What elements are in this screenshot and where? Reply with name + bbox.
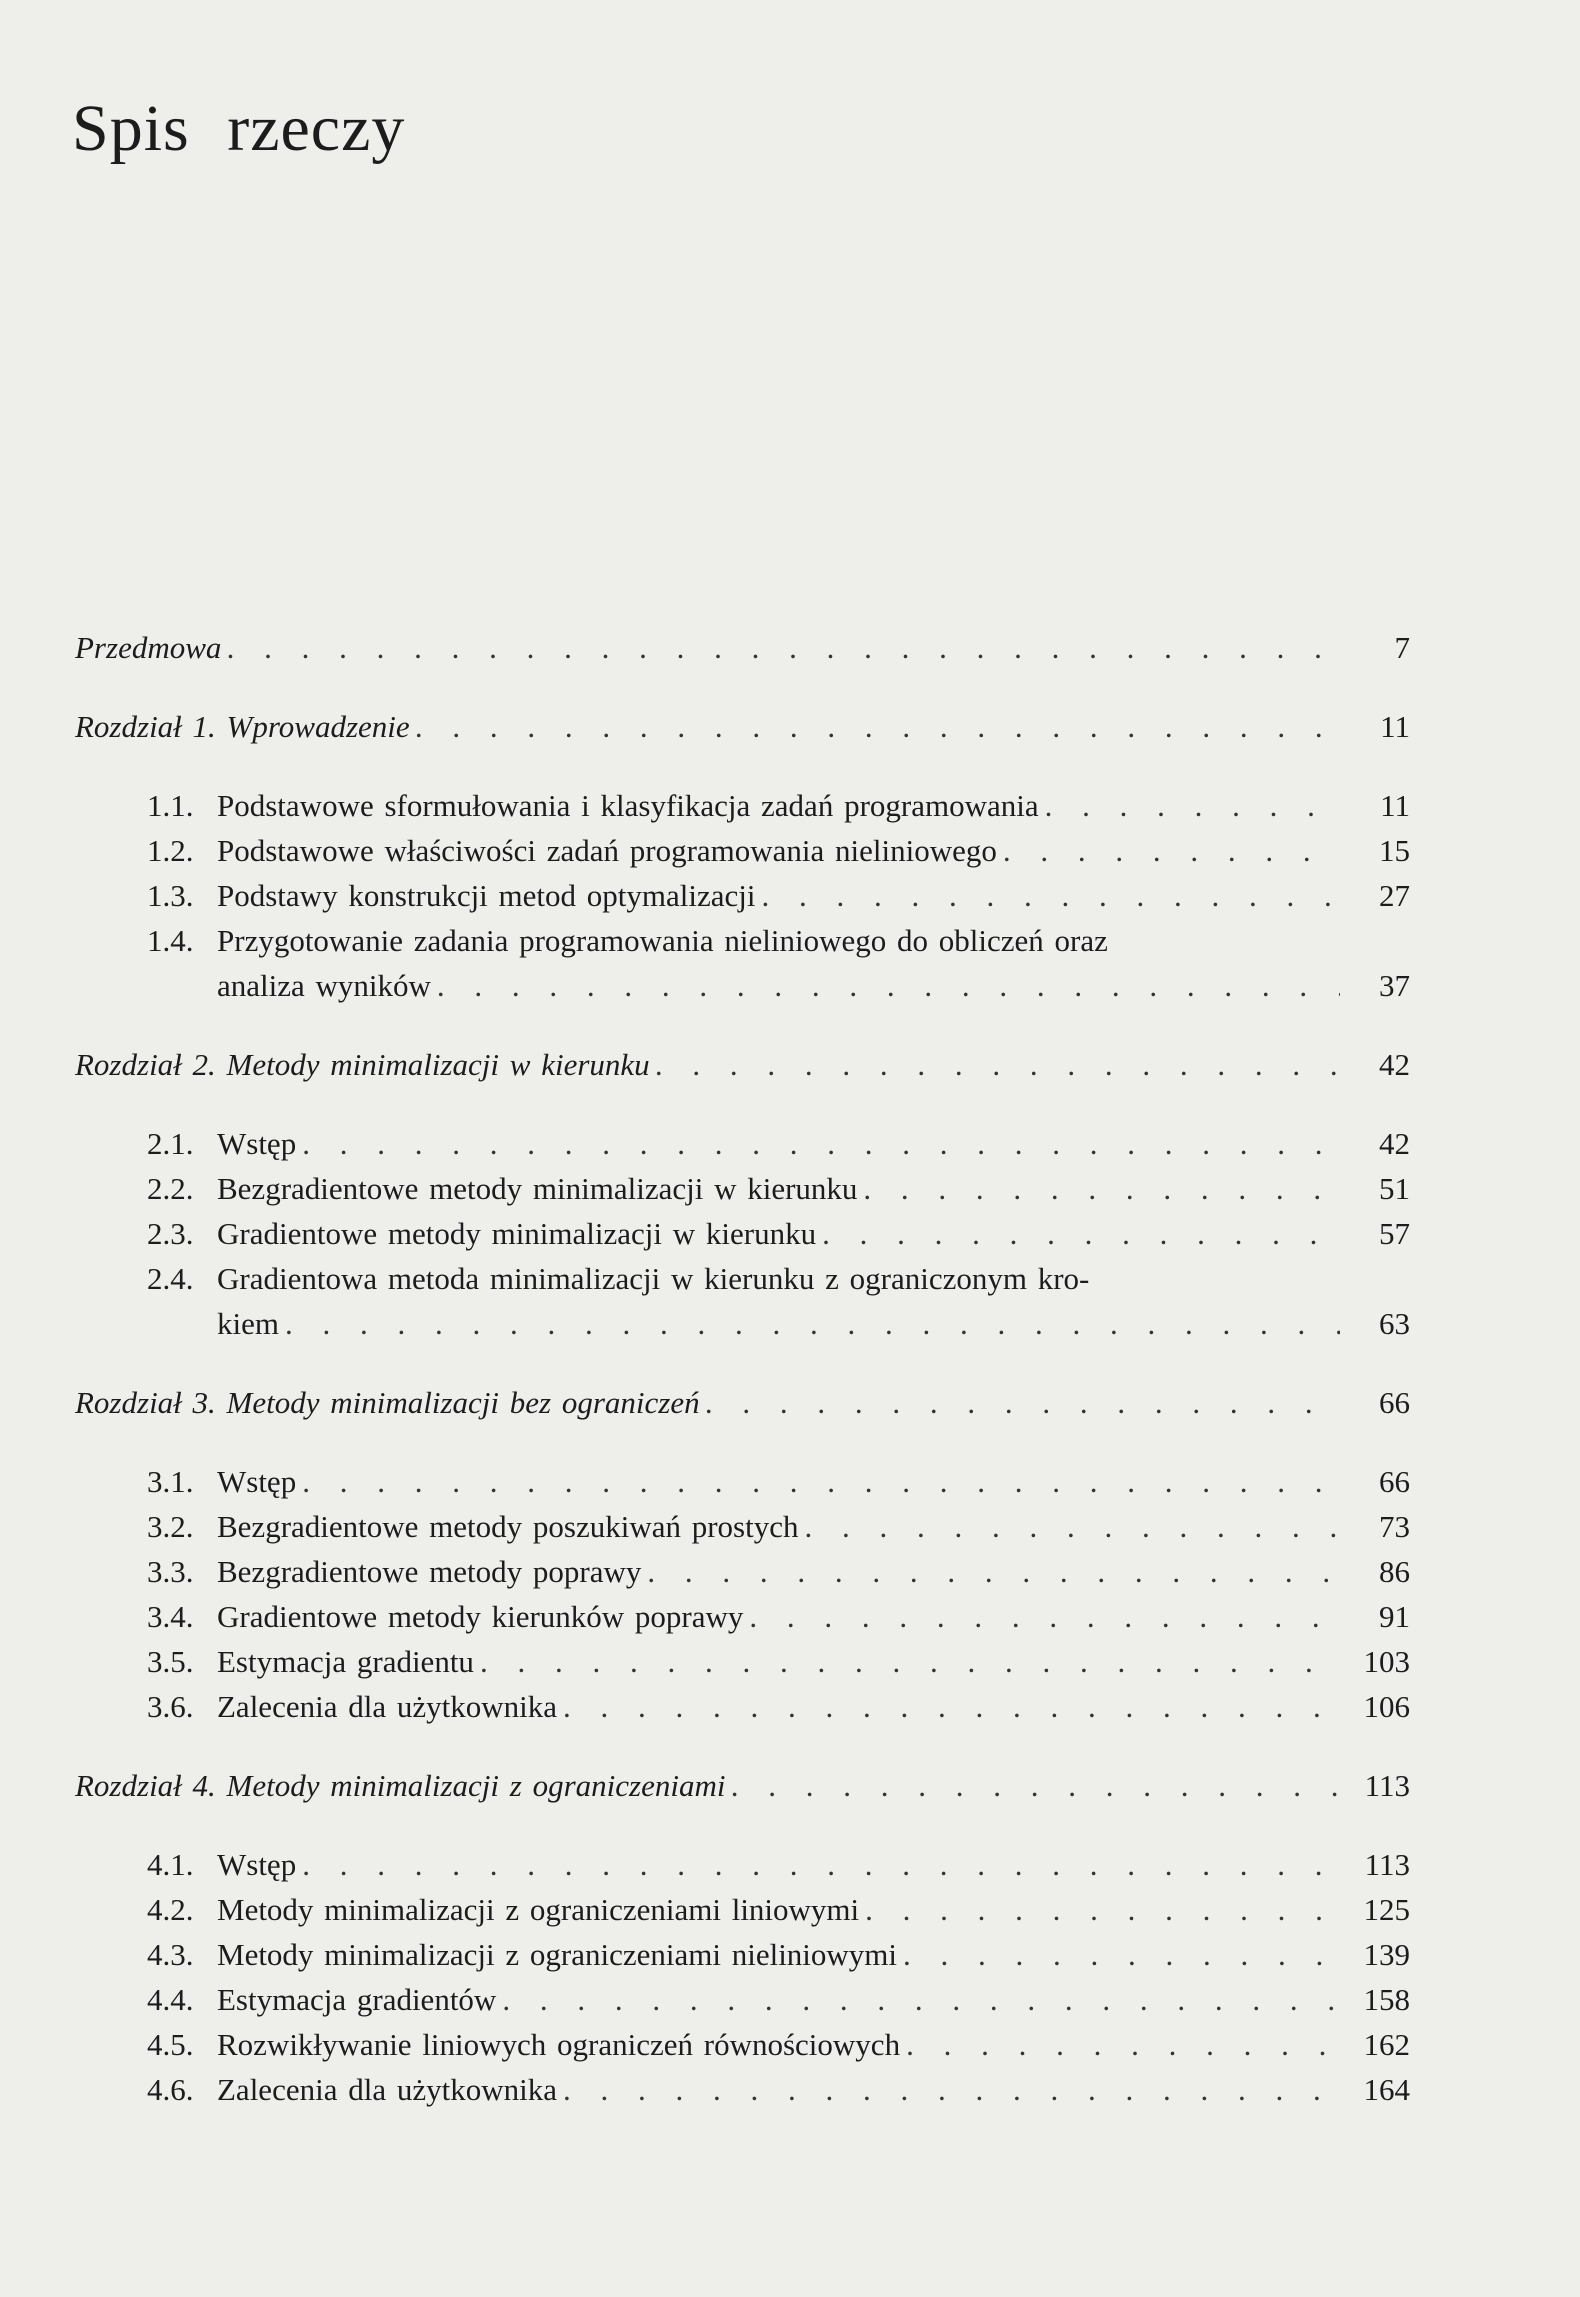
page-number: 27: [1379, 878, 1410, 913]
section-title-line-2: kiem: [217, 1306, 279, 1341]
dot-leader: [431, 963, 1340, 1008]
toc-section: [75, 1504, 1410, 1549]
dot-leader: [857, 1166, 1340, 1211]
section-number: 1.4.: [147, 923, 194, 958]
chapter-label: Rozdział 4. Metody minimalizacji z ograniczeniami: [75, 1768, 726, 1803]
section-number: 4.5.: [147, 2027, 194, 2062]
section-number: 2.1.: [147, 1126, 194, 1161]
page-number: 42: [1379, 1126, 1410, 1161]
page-title: Spis rzeczy: [72, 92, 406, 165]
table-of-contents: [75, 625, 1410, 2146]
toc-section: [75, 2067, 1410, 2112]
page-number: 103: [1363, 1644, 1410, 1679]
page-number: 11: [1380, 788, 1410, 823]
section-number: 2.3.: [147, 1216, 194, 1251]
section-number: 3.5.: [147, 1644, 194, 1679]
section-title: Rozwikływanie liniowych ograniczeń równościowych: [217, 2027, 901, 2062]
section-title: Bezgradientowe metody poszukiwań prostych: [217, 1509, 799, 1544]
toc-section: [75, 783, 1410, 828]
toc-section: [75, 1977, 1410, 2022]
toc-section: [75, 2022, 1410, 2067]
toc-section: [75, 1549, 1410, 1594]
chapter-heading: [75, 704, 1410, 749]
section-number: 3.2.: [147, 1509, 194, 1544]
dot-leader: [700, 1380, 1340, 1425]
dot-leader: [1039, 783, 1340, 828]
dot-leader: [410, 704, 1340, 749]
page-number: 86: [1379, 1554, 1410, 1589]
dot-leader: [650, 1042, 1340, 1087]
toc-section: [75, 1887, 1410, 1932]
section-title: Podstawowe właściwości zadań programowania nieliniowego: [217, 833, 997, 868]
toc-section-continuation: [75, 1301, 1410, 1346]
toc-section: [75, 1166, 1410, 1211]
dot-leader: [997, 828, 1340, 873]
toc-chapter-3: [75, 1380, 1410, 1729]
page-number: 158: [1363, 1982, 1410, 2017]
page-number: 113: [1364, 1768, 1410, 1803]
section-title: Wstęp: [217, 1847, 297, 1882]
section-number: 4.1.: [147, 1847, 194, 1882]
dot-leader: [557, 2067, 1340, 2112]
dot-leader: [756, 873, 1341, 918]
dot-leader: [296, 1459, 1340, 1504]
page-number: 7: [1394, 630, 1410, 665]
section-number: 1.2.: [147, 833, 194, 868]
toc-chapter-2: [75, 1042, 1410, 1346]
page-number: 15: [1379, 833, 1410, 868]
page-number: 42: [1379, 1047, 1410, 1082]
section-number: 1.1.: [147, 788, 194, 823]
section-title: Zalecenia dla użytkownika: [217, 2072, 557, 2107]
toc-entry-preface: [75, 625, 1410, 670]
section-title: Bezgradientowe metody minimalizacji w kierunku: [217, 1171, 858, 1206]
toc-preface: [75, 625, 1410, 670]
toc-section: [75, 1211, 1410, 1256]
section-number: 1.3.: [147, 878, 194, 913]
dot-leader: [279, 1301, 1340, 1346]
page-number: 63: [1379, 1306, 1410, 1341]
dot-leader: [221, 625, 1340, 670]
page-number: 73: [1379, 1509, 1410, 1544]
dot-leader: [816, 1211, 1340, 1256]
dot-leader: [897, 1932, 1340, 1977]
toc-section: [75, 1639, 1410, 1684]
section-title: Metody minimalizacji z ograniczeniami nieliniowymi: [217, 1937, 898, 1972]
section-title: Metody minimalizacji z ograniczeniami liniowymi: [217, 1892, 860, 1927]
section-title: Wstęp: [217, 1126, 297, 1161]
section-number: 3.4.: [147, 1599, 194, 1634]
dot-leader: [900, 2022, 1340, 2067]
dot-leader: [296, 1121, 1340, 1166]
dot-leader: [296, 1842, 1340, 1887]
page-number: 66: [1379, 1385, 1410, 1420]
dot-leader: [799, 1504, 1341, 1549]
page-number: 125: [1363, 1892, 1410, 1927]
page-number: 66: [1379, 1464, 1410, 1499]
chapter-label: Rozdział 1. Wprowadzenie: [75, 709, 410, 744]
page-number: 37: [1379, 968, 1410, 1003]
chapter-label: Rozdział 2. Metody minimalizacji w kierunku: [75, 1047, 650, 1082]
dot-leader: [641, 1549, 1340, 1594]
dot-leader: [496, 1977, 1340, 2022]
chapter-heading: [75, 1042, 1410, 1087]
page-number: 113: [1364, 1847, 1410, 1882]
dot-leader: [743, 1594, 1340, 1639]
section-number: 4.6.: [147, 2072, 194, 2107]
chapter-label: Rozdział 3. Metody minimalizacji bez ograniczeń: [75, 1385, 700, 1420]
section-title: Podstawy konstrukcji metod optymalizacji: [217, 878, 756, 913]
toc-section: [75, 1459, 1410, 1504]
section-number: 3.6.: [147, 1689, 194, 1724]
toc-section: [75, 1121, 1410, 1166]
page-number: 139: [1363, 1937, 1410, 1972]
section-title-line-1: Gradientowa metoda minimalizacji w kierunku z ograniczonym kro-: [217, 1261, 1090, 1296]
section-title: Bezgradientowe metody poprawy: [217, 1554, 642, 1589]
page-number: 106: [1363, 1689, 1410, 1724]
dot-leader: [474, 1639, 1340, 1684]
toc-section: [75, 1256, 1410, 1301]
dot-leader: [725, 1763, 1340, 1808]
toc-chapter-4: [75, 1763, 1410, 2112]
toc-section: [75, 1932, 1410, 1977]
section-title: Estymacja gradientów: [217, 1982, 497, 2017]
toc-section-continuation: [75, 963, 1410, 1008]
entry-label: Przedmowa: [75, 630, 222, 665]
page-number: 91: [1379, 1599, 1410, 1634]
toc-section: [75, 873, 1410, 918]
section-title: Wstęp: [217, 1464, 297, 1499]
section-title-line-2: analiza wyników: [217, 968, 431, 1003]
page-number: 162: [1363, 2027, 1410, 2062]
section-number: 3.3.: [147, 1554, 194, 1589]
dot-leader: [859, 1887, 1340, 1932]
chapter-heading: [75, 1380, 1410, 1425]
section-title: Gradientowe metody kierunków poprawy: [217, 1599, 744, 1634]
toc-section: [75, 1842, 1410, 1887]
section-number: 2.2.: [147, 1171, 194, 1206]
section-title: Zalecenia dla użytkownika: [217, 1689, 557, 1724]
page-number: 57: [1379, 1216, 1410, 1251]
chapter-heading: [75, 1763, 1410, 1808]
dot-leader: [557, 1684, 1340, 1729]
toc-chapter-1: [75, 704, 1410, 1008]
section-title: Estymacja gradientu: [217, 1644, 474, 1679]
page-number: 164: [1363, 2072, 1410, 2107]
section-number: 3.1.: [147, 1464, 194, 1499]
page-number: 11: [1380, 709, 1410, 744]
toc-section: [75, 828, 1410, 873]
section-number: 4.4.: [147, 1982, 194, 2017]
page-number: 51: [1379, 1171, 1410, 1206]
section-title: Gradientowe metody minimalizacji w kierunku: [217, 1216, 817, 1251]
toc-section: [75, 1594, 1410, 1639]
section-number: 4.3.: [147, 1937, 194, 1972]
section-title-line-1: Przygotowanie zadania programowania nieliniowego do obliczeń oraz: [217, 923, 1108, 958]
toc-section: [75, 1684, 1410, 1729]
section-number: 4.2.: [147, 1892, 194, 1927]
toc-section: [75, 918, 1410, 963]
section-title: Podstawowe sformułowania i klasyfikacja zadań programowania: [217, 788, 1039, 823]
section-number: 2.4.: [147, 1261, 194, 1296]
